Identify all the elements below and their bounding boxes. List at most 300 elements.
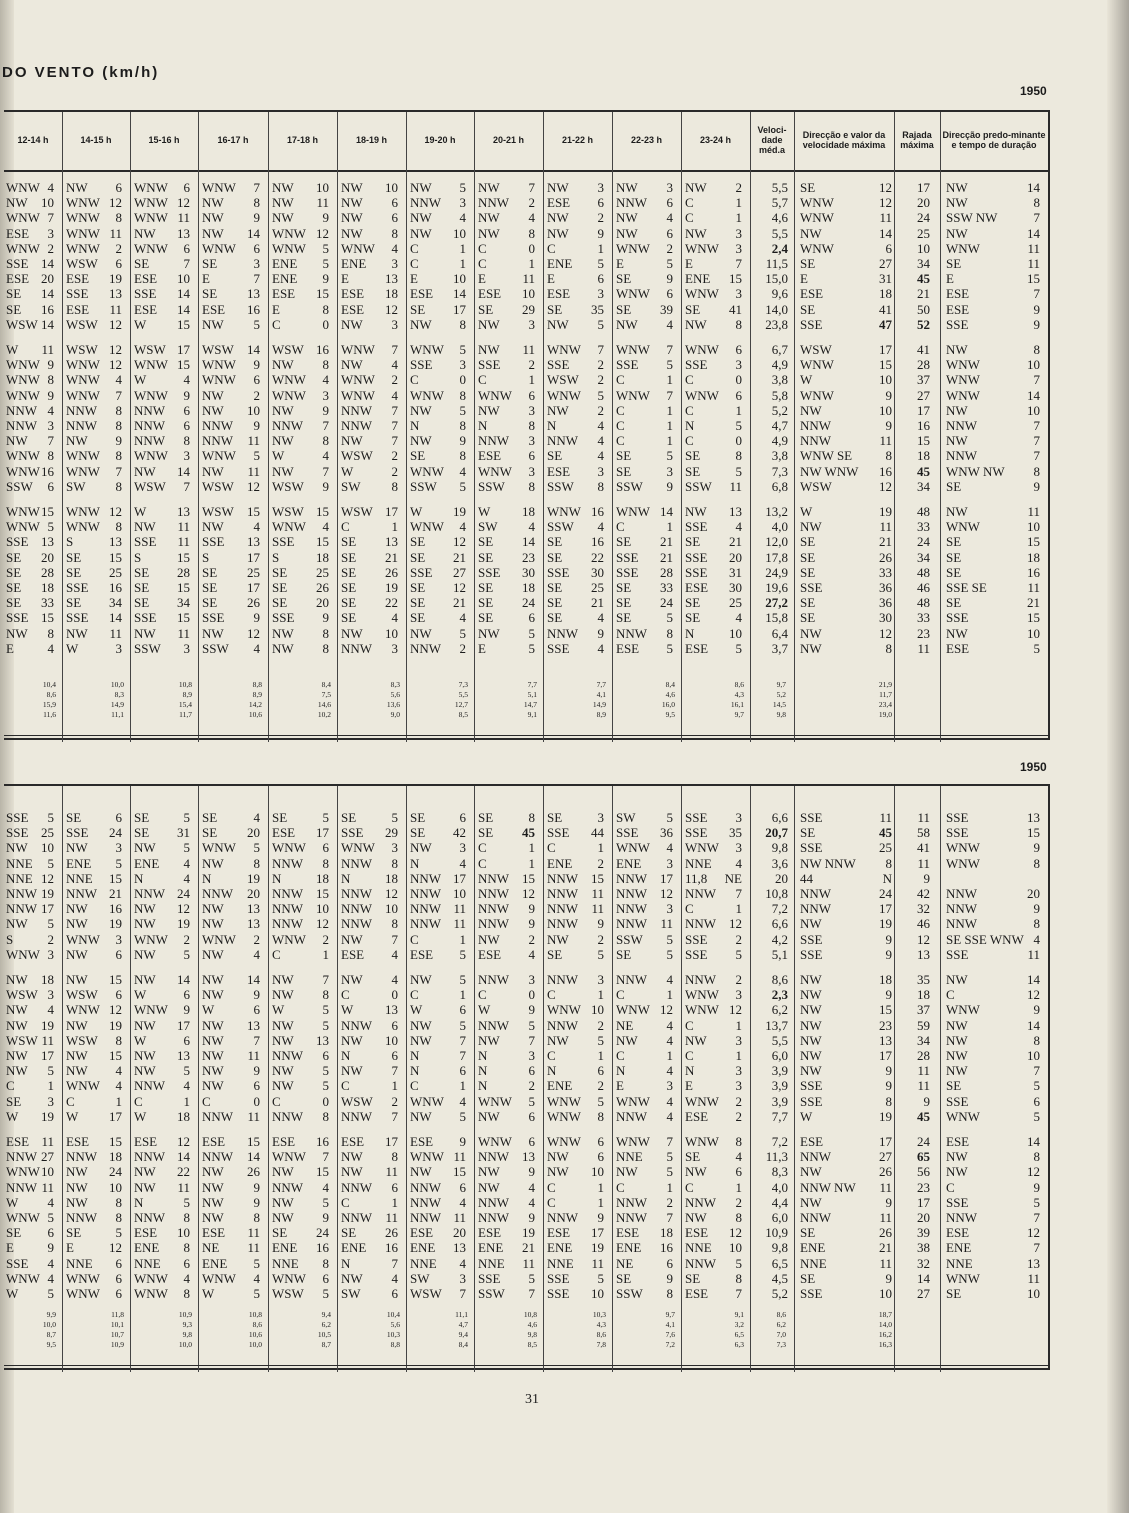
wind-direction: WNW xyxy=(547,504,581,519)
wind-direction: SE xyxy=(478,825,494,841)
wind-speed: 2 xyxy=(183,931,190,947)
average-value: 5,6 xyxy=(390,1320,400,1329)
wind-speed: 5 xyxy=(666,931,673,947)
wind-direction: N xyxy=(410,855,420,871)
wind-direction: NNW xyxy=(547,625,579,641)
wind-speed: 1 xyxy=(528,256,535,271)
wind-speed: 16 xyxy=(41,301,54,317)
wind-speed: 28 xyxy=(41,564,54,580)
wind-direction: SSE xyxy=(478,357,501,373)
wind-direction: NNW xyxy=(685,1194,717,1210)
wind-speed: 10 xyxy=(109,1179,122,1195)
wind-speed: 6 xyxy=(322,1270,329,1286)
wind-direction: NW xyxy=(341,931,363,947)
wind-direction: NW xyxy=(134,916,156,932)
average-value: 9,8 xyxy=(182,1330,192,1339)
wind-direction: NW xyxy=(478,1108,500,1124)
wind-direction: NW xyxy=(134,1164,156,1180)
wind-direction: WNW xyxy=(6,463,40,479)
wind-speed: 3 xyxy=(528,463,535,479)
wind-speed: 7 xyxy=(666,342,673,357)
wind-direction: W xyxy=(341,463,354,479)
wind-direction: SE xyxy=(202,825,218,841)
table-row xyxy=(4,916,1044,931)
column-header: 18-19 h xyxy=(355,135,388,146)
max-speed-value: 11 xyxy=(879,1255,892,1271)
wind-speed: 12 xyxy=(453,534,466,550)
wind-speed: 3 xyxy=(391,640,398,656)
wind-speed: 6 xyxy=(597,1063,604,1079)
wind-speed: 5 xyxy=(666,946,673,962)
wind-speed: 35 xyxy=(591,301,604,317)
wind-speed: 17 xyxy=(247,549,260,565)
wind-direction: N xyxy=(685,625,695,641)
wind-direction: C xyxy=(6,1078,15,1094)
max-speed-direction: ENE xyxy=(800,1240,826,1256)
wind-speed: 3 xyxy=(47,418,54,433)
max-speed-value: 6 xyxy=(885,240,892,256)
column-header: 19-20 h xyxy=(424,135,456,146)
wind-direction: NNW xyxy=(272,886,304,901)
table-row xyxy=(4,388,1044,403)
wind-direction: SE xyxy=(6,595,22,611)
wind-speed: 6 xyxy=(597,1149,604,1165)
prevailing-duration: 13 xyxy=(1027,810,1040,825)
wind-speed: 6 xyxy=(528,387,535,403)
wind-speed: 1 xyxy=(183,1093,190,1109)
wind-speed: 19 xyxy=(522,1225,535,1241)
average-value: 11,7 xyxy=(879,690,892,699)
table-row xyxy=(4,317,1044,332)
wind-speed: 6 xyxy=(47,1225,54,1241)
wind-direction: NW xyxy=(66,1179,88,1195)
max-speed-value: 26 xyxy=(879,1164,892,1180)
average-row xyxy=(4,700,1044,710)
wind-direction: NNE xyxy=(478,1255,505,1271)
wind-speed: 19 xyxy=(41,886,54,901)
wind-direction: C xyxy=(410,256,419,271)
wind-speed: 6 xyxy=(459,1179,466,1195)
wind-speed: 6 xyxy=(115,946,122,962)
wind-direction: WNW xyxy=(6,210,40,226)
wind-direction: NNW xyxy=(202,418,234,433)
wind-direction: WSW xyxy=(6,316,38,332)
wind-speed: 2 xyxy=(597,402,604,418)
wind-speed: 18 xyxy=(177,1108,190,1124)
prevailing-duration: 5 xyxy=(1033,640,1040,656)
wind-direction: WSW xyxy=(272,1286,304,1301)
wind-speed: 30 xyxy=(522,564,535,580)
wind-direction: C xyxy=(685,901,694,917)
wind-speed: 5 xyxy=(459,478,466,494)
gust-max: 11 xyxy=(917,855,930,871)
wind-speed: 6 xyxy=(183,1255,190,1271)
wind-direction: NW xyxy=(272,1164,294,1180)
wind-speed: 8 xyxy=(115,418,122,433)
wind-speed: 2 xyxy=(735,1108,742,1124)
wind-speed: 18 xyxy=(660,1225,673,1241)
wind-speed: 19 xyxy=(385,580,398,595)
wind-direction: NW xyxy=(616,1032,638,1048)
gust-max: 16 xyxy=(917,418,930,433)
wind-direction: NW xyxy=(272,433,294,449)
wind-direction: NW xyxy=(272,1210,294,1225)
average-value: 16,2 xyxy=(878,1330,892,1339)
wind-speed: 4 xyxy=(597,448,604,464)
average-value: 8,3 xyxy=(114,690,124,699)
wind-direction: NNW xyxy=(478,972,510,987)
wind-direction: WNW xyxy=(478,1093,512,1109)
mean-speed: 10,8 xyxy=(765,886,788,901)
wind-speed: 8 xyxy=(322,357,329,373)
wind-speed: 5 xyxy=(183,1194,190,1210)
wind-direction: WNW xyxy=(134,195,168,211)
prevailing-duration: 12 xyxy=(1027,1164,1040,1180)
max-speed-value: 8 xyxy=(885,855,892,871)
wind-direction: NW xyxy=(202,225,224,241)
max-speed-direction: SE xyxy=(800,825,816,841)
wind-direction: NW xyxy=(6,916,28,932)
wind-speed: 15 xyxy=(177,357,190,373)
max-speed-direction: NW xyxy=(800,1194,822,1210)
year-label-top: 1950 xyxy=(1020,84,1047,98)
prevailing-direction: SSE xyxy=(946,1194,969,1210)
gust-max: 52 xyxy=(917,316,930,332)
wind-speed: 5 xyxy=(253,448,260,464)
wind-direction: WNW xyxy=(272,225,306,241)
wind-direction: NW xyxy=(134,840,156,856)
wind-speed: 6 xyxy=(322,1048,329,1063)
wind-direction: SSE xyxy=(6,534,29,550)
gust-max: 14 xyxy=(917,1270,930,1286)
wind-direction: SE xyxy=(547,448,563,464)
wind-direction: NW xyxy=(202,1078,224,1094)
wind-direction: NW xyxy=(6,625,28,641)
wind-direction: ENE xyxy=(547,855,573,871)
wind-speed: 4 xyxy=(253,519,260,535)
prevailing-direction: C xyxy=(946,1179,955,1195)
column-header: 21-22 h xyxy=(561,135,594,146)
wind-direction: C xyxy=(410,240,419,256)
wind-direction: NNW xyxy=(478,1194,510,1210)
wind-speed: 1 xyxy=(459,240,466,256)
column-header: 17-18 h xyxy=(286,135,319,146)
wind-speed: 15 xyxy=(109,972,122,987)
average-row xyxy=(4,1330,1044,1340)
wind-direction: ESE xyxy=(341,946,365,962)
wind-speed: 10 xyxy=(41,1164,54,1180)
wind-speed: 6 xyxy=(183,402,190,418)
wind-direction: ESE xyxy=(66,271,90,287)
mean-speed: 10,9 xyxy=(765,1225,788,1241)
wind-speed: 5 xyxy=(597,1270,604,1286)
wind-speed: 7 xyxy=(391,1108,398,1124)
prevailing-duration: 8 xyxy=(1033,855,1040,871)
wind-direction: NW xyxy=(685,1032,707,1048)
wind-direction: SE xyxy=(341,564,357,580)
wind-direction: SSW xyxy=(616,478,643,494)
wind-speed: 5 xyxy=(253,840,260,856)
wind-direction: NW xyxy=(410,225,432,241)
wind-direction: NW xyxy=(478,316,500,332)
mean-speed: 4,2 xyxy=(771,931,788,947)
wind-direction: NW xyxy=(202,1194,224,1210)
prevailing-direction: NW xyxy=(946,225,968,241)
wind-direction: SE xyxy=(341,610,357,626)
wind-speed: 12 xyxy=(316,225,329,241)
wind-direction: ESE xyxy=(410,1134,434,1149)
wind-speed: 45 xyxy=(522,825,535,841)
max-speed-value: 24 xyxy=(879,886,892,901)
wind-speed: 0 xyxy=(253,1093,260,1109)
wind-direction: SSE xyxy=(66,610,89,626)
wind-speed: 6 xyxy=(597,1134,604,1149)
column-header: Rajada máxima xyxy=(900,130,934,150)
max-speed-direction: SSE xyxy=(800,1093,823,1109)
prevailing-duration: 13 xyxy=(1027,1255,1040,1271)
wind-direction: W xyxy=(6,1286,19,1301)
wind-direction: E xyxy=(685,1078,693,1094)
table-row xyxy=(4,1164,1044,1179)
wind-direction: E xyxy=(478,640,486,656)
wind-speed: 4 xyxy=(391,972,398,987)
prevailing-direction: NW xyxy=(946,1017,968,1033)
wind-direction: ESE xyxy=(547,463,571,479)
wind-speed: 20 xyxy=(316,595,329,611)
wind-speed: 20 xyxy=(247,886,260,901)
wind-direction: SE xyxy=(685,534,701,550)
average-value: 8,8 xyxy=(390,1340,400,1349)
average-value: 4,7 xyxy=(458,1320,468,1329)
wind-speed: 24 xyxy=(522,595,535,611)
wind-direction: SSE xyxy=(6,825,29,841)
wind-direction: WNW xyxy=(341,372,375,388)
wind-speed: 10 xyxy=(453,225,466,241)
wind-speed: 10 xyxy=(591,1286,604,1301)
wind-speed: 7 xyxy=(459,1048,466,1063)
wind-direction: C xyxy=(547,987,556,1003)
wind-direction: NW xyxy=(272,1032,294,1048)
prevailing-duration: 15 xyxy=(1027,534,1040,550)
wind-speed: 8 xyxy=(391,478,398,494)
wind-speed: 2 xyxy=(391,448,398,464)
mean-speed: 9,6 xyxy=(771,286,788,302)
wind-speed: 1 xyxy=(391,519,398,535)
wind-direction: SE xyxy=(6,1225,22,1241)
prevailing-direction: ESE xyxy=(946,286,970,302)
wind-speed: 5 xyxy=(528,625,535,641)
prevailing-direction: ENE xyxy=(946,1240,972,1256)
wind-speed: 1 xyxy=(666,402,673,418)
wind-direction: NW xyxy=(685,316,707,332)
wind-direction: S xyxy=(6,931,14,947)
wind-speed: 3 xyxy=(528,1048,535,1063)
wind-direction: E xyxy=(685,256,693,271)
wind-speed: 4 xyxy=(183,870,190,886)
gust-max: 37 xyxy=(917,372,930,388)
wind-direction: SSE xyxy=(547,1286,570,1301)
max-speed-value: 17 xyxy=(879,1048,892,1063)
wind-direction: NW xyxy=(66,972,88,987)
wind-speed: 5 xyxy=(666,256,673,271)
wind-speed: 21 xyxy=(109,886,122,901)
wind-speed: 5 xyxy=(322,1017,329,1033)
prevailing-direction: SE xyxy=(946,534,962,550)
wind-direction: ENE xyxy=(410,1240,436,1256)
wind-direction: ESE xyxy=(202,1225,226,1241)
wind-direction: WNW xyxy=(616,840,650,856)
wind-direction: NNW xyxy=(341,855,373,871)
wind-speed: 8 xyxy=(459,387,466,403)
wind-speed: 5 xyxy=(528,640,535,656)
max-speed-direction: NNW xyxy=(800,1210,832,1225)
table-row xyxy=(4,1240,1044,1255)
wind-speed: 3 xyxy=(597,180,604,195)
wind-speed: 5 xyxy=(666,1164,673,1180)
wind-speed: 7 xyxy=(183,256,190,271)
wind-direction: C xyxy=(685,372,694,388)
max-speed-direction: W xyxy=(800,504,813,519)
max-speed-value: 36 xyxy=(879,580,892,595)
wind-direction: NNW xyxy=(272,418,304,433)
wind-speed: 5 xyxy=(322,1063,329,1079)
wind-speed: 8 xyxy=(115,210,122,226)
wind-speed: 13 xyxy=(41,534,54,550)
max-speed-direction: WNW xyxy=(800,357,834,373)
wind-speed: 15 xyxy=(109,1134,122,1149)
wind-speed: 6 xyxy=(391,1179,398,1195)
average-value: 10,0 xyxy=(178,1340,192,1349)
wind-speed: 6 xyxy=(528,1134,535,1149)
wind-direction: NW xyxy=(478,1179,500,1195)
mean-speed: 7,2 xyxy=(771,1134,788,1149)
average-value: 10,8 xyxy=(523,1310,537,1319)
wind-direction: C xyxy=(478,987,487,1003)
wind-direction: NNW xyxy=(616,1194,648,1210)
gust-max: 18 xyxy=(917,987,930,1003)
wind-direction: ESE xyxy=(6,225,30,241)
wind-speed: 10 xyxy=(41,840,54,856)
wind-direction: NW xyxy=(478,1032,500,1048)
wind-speed: 8 xyxy=(528,810,535,825)
wind-speed: 11 xyxy=(177,210,190,226)
wind-speed: 2 xyxy=(391,1093,398,1109)
mean-speed: 19,6 xyxy=(765,580,788,595)
wind-direction: NNW xyxy=(134,1149,166,1165)
wind-direction: SSE xyxy=(547,1270,570,1286)
wind-direction: NW xyxy=(616,316,638,332)
mean-speed: 14,0 xyxy=(765,301,788,317)
wind-direction: WNW xyxy=(616,240,650,256)
max-speed-direction: SE xyxy=(800,534,816,550)
gust-max: 34 xyxy=(917,478,930,494)
wind-direction: ENE xyxy=(547,256,573,271)
wind-direction: WSW xyxy=(66,1032,98,1048)
wind-speed: 6 xyxy=(115,180,122,195)
wind-speed: 7 xyxy=(528,1032,535,1048)
average-value: 6,2 xyxy=(321,1320,331,1329)
wind-speed: 6 xyxy=(253,240,260,256)
wind-speed: 8 xyxy=(528,478,535,494)
table-row xyxy=(4,610,1044,625)
wind-speed: 2 xyxy=(597,372,604,388)
wind-direction: SSW xyxy=(616,1286,643,1301)
wind-direction: NW xyxy=(410,210,432,226)
gust-max: 45 xyxy=(917,1108,930,1124)
prevailing-direction: SE xyxy=(946,1078,962,1094)
max-speed-value: 17 xyxy=(879,342,892,357)
wind-direction: SE xyxy=(616,301,632,317)
table-row xyxy=(4,1225,1044,1240)
wind-direction: NW xyxy=(341,1063,363,1079)
wind-direction: SSW xyxy=(616,931,643,947)
wind-direction: SE xyxy=(202,810,218,825)
wind-direction: WNW xyxy=(202,372,236,388)
mean-speed: 5,2 xyxy=(771,402,788,418)
wind-speed: 6 xyxy=(115,810,122,825)
wind-speed: 12 xyxy=(247,478,260,494)
wind-speed: 12 xyxy=(109,1002,122,1018)
max-speed-value: 12 xyxy=(879,195,892,211)
wind-speed: 30 xyxy=(591,564,604,580)
wind-speed: 4 xyxy=(115,372,122,388)
wind-speed: 4 xyxy=(528,210,535,226)
wind-direction: NNE xyxy=(6,870,33,886)
max-speed-value: 15 xyxy=(879,1002,892,1018)
wind-direction: NNW xyxy=(616,916,648,932)
prevailing-duration: 10 xyxy=(1027,1048,1040,1063)
column-header: Direcção predo-minante e tempo de duração xyxy=(942,130,1046,150)
wind-direction: SE xyxy=(547,549,563,565)
wind-speed: 16 xyxy=(109,901,122,917)
wind-direction: W xyxy=(6,1108,19,1124)
wind-speed: 9 xyxy=(459,1134,466,1149)
prevailing-direction: NNW xyxy=(946,448,978,464)
wind-direction: NNW xyxy=(410,916,442,932)
wind-speed: 3 xyxy=(115,840,122,856)
wind-direction: C xyxy=(202,1093,211,1109)
gust-max: 23 xyxy=(917,1179,930,1195)
prevailing-duration: 9 xyxy=(1033,1002,1040,1018)
wind-direction: NW xyxy=(66,1017,88,1033)
wind-direction: NNW xyxy=(478,886,510,901)
wind-speed: 11 xyxy=(177,1179,190,1195)
wind-direction: NW xyxy=(410,1164,432,1180)
mean-speed: 12,0 xyxy=(765,534,788,550)
wind-speed: 11 xyxy=(41,1179,54,1195)
wind-direction: WNW xyxy=(66,931,100,947)
wind-speed: 1 xyxy=(597,1194,604,1210)
prevailing-direction: NW xyxy=(946,1048,968,1063)
wind-speed: 4 xyxy=(597,519,604,535)
wind-direction: W xyxy=(202,1286,215,1301)
wind-speed: 12 xyxy=(177,1134,190,1149)
wind-speed: 28 xyxy=(660,564,673,580)
max-speed-direction: SSE xyxy=(800,810,823,825)
wind-direction: ENE xyxy=(616,855,642,871)
max-speed-direction: WNW SE xyxy=(800,448,853,464)
wind-direction: ESE xyxy=(685,1108,709,1124)
wind-direction: SE xyxy=(272,595,288,611)
wind-speed: 9 xyxy=(459,433,466,449)
max-speed-direction: NW WNW xyxy=(800,463,859,479)
wind-speed: 11 xyxy=(385,1210,398,1225)
wind-speed: 2 xyxy=(666,1194,673,1210)
wind-direction: SSE xyxy=(685,810,708,825)
wind-speed: 4 xyxy=(459,463,466,479)
wind-speed: 11 xyxy=(522,1255,535,1271)
wind-direction: ESE xyxy=(616,1225,640,1241)
